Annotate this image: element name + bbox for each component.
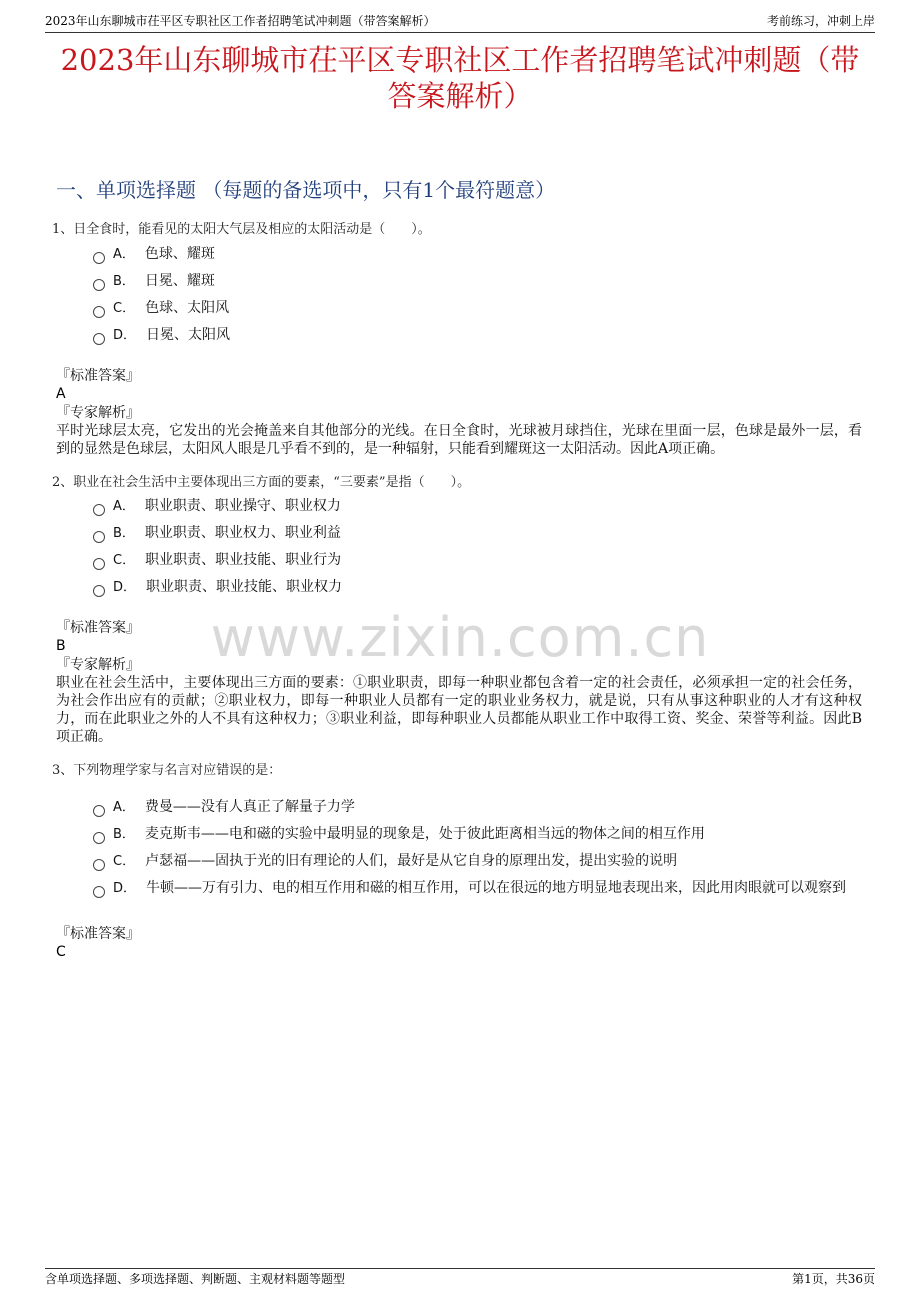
watermark: www.zixin.com.cn [210,606,710,669]
question-3-option-c[interactable] [93,851,677,872]
radio-icon[interactable] [93,531,105,543]
question-2-option-d[interactable] [93,577,342,598]
option-letter: B． [113,827,135,842]
footer-question-types: 含单项选择题、多项选择题、判断题、主观材料题等题型 [45,1272,346,1286]
option-letter: B． [113,526,135,541]
option-letter: C． [113,553,136,568]
radio-icon[interactable] [93,279,105,291]
question-1-stem: 1、日全食时，能看见的太阳大气层及相应的太阳活动是（ ）。 [52,222,431,237]
option-text: 麦克斯韦——电和磁的实验中最明显的现象是，处于彼此距离相当远的物体之间的相互作用 [144,826,705,842]
radio-icon[interactable] [93,252,105,264]
option-text: 色球、太阳风 [145,300,230,316]
header-doc-name: 2023年山东聊城市茌平区专职社区工作者招聘笔试冲刺题（带答案解析） [45,14,436,28]
radio-icon[interactable] [93,805,105,817]
answer-tag: 『标准答案』 [56,368,140,384]
radio-icon[interactable] [93,558,105,570]
option-letter: A． [113,800,135,815]
option-letter: B． [113,274,135,289]
question-3-option-d[interactable] [93,878,875,899]
radio-icon[interactable] [93,306,105,318]
option-text: 色球、耀斑 [144,246,215,262]
option-text: 职业职责、职业技能、职业权力 [146,579,343,595]
question-1-option-b[interactable] [93,271,215,292]
question-3-option-a[interactable] [93,797,355,818]
question-1-explanation: 平时光球层太亮，它发出的光会掩盖来自其他部分的光线。在日全食时，光球被月球挡住，光球在里面一层，色球是最外一层，看到的显然是色球层，太阳风人眼是几乎看不到的，是一种辐射，只能看到耀斑这一太阳活动。因此A项正确。 [56,423,862,457]
explanation-tag: 『专家解析』 [56,657,140,673]
radio-icon[interactable] [93,504,105,516]
document-title: 2023年山东聊城市茌平区专职社区工作者招聘笔试冲刺题（带答案解析） [60,43,860,113]
option-letter: A． [113,247,135,262]
radio-icon[interactable] [93,832,105,844]
question-3-stem: 3、下列物理学家与名言对应错误的是： [52,763,282,778]
option-letter: C． [113,854,136,869]
question-1-option-a[interactable] [93,244,215,265]
question-1-answer: A [56,386,66,402]
radio-icon[interactable] [93,585,105,597]
question-2-answer: B [56,638,66,654]
option-text: 职业职责、职业权力、职业利益 [144,525,341,541]
question-3-option-b[interactable] [93,824,705,845]
option-text: 日冕、太阳风 [146,327,231,343]
option-text: 牛顿——万有引力、电的相互作用和磁的相互作用，可以在很远的地方明显地表现出来，因此用肉眼就可以观察到 [146,880,847,896]
page-footer [45,1268,875,1286]
option-text: 卢瑟福——固执于光的旧有理论的人们，最好是从它自身的原理出发，提出实验的说明 [145,853,678,869]
question-1-option-c[interactable] [93,298,229,319]
header-slogan: 考前练习，冲刺上岸 [766,14,875,28]
section-heading: 一、单项选择题 （每题的备选项中，只有1个最符题意） [56,178,556,202]
question-1-option-d[interactable] [93,325,230,346]
radio-icon[interactable] [93,333,105,345]
option-text: 职业职责、职业技能、职业行为 [145,552,342,568]
radio-icon[interactable] [93,886,105,898]
option-letter: D． [113,881,137,896]
question-2-option-b[interactable] [93,523,341,544]
option-letter: A． [113,499,135,514]
question-2-stem: 2、职业在社会生活中主要体现出三方面的要素，“三要素”是指（ ）。 [52,475,471,490]
question-2-option-c[interactable] [93,550,341,571]
option-letter: C． [113,301,136,316]
option-letter: D． [113,328,137,343]
option-text: 费曼——没有人真正了解量子力学 [144,799,355,815]
footer-page-number: 第1页，共36页 [792,1272,875,1286]
question-2-option-a[interactable] [93,496,341,517]
radio-icon[interactable] [93,859,105,871]
page-header [45,12,875,33]
option-text: 日冕、耀斑 [144,273,215,289]
answer-tag: 『标准答案』 [56,620,140,636]
question-2-explanation: 职业在社会生活中，主要体现出三方面的要素：①职业职责，即每一种职业都包含着一定的社会责任，必须承担一定的社会任务，为社会作出应有的贡献；②职业权力，即每一种职业人员都有一定的职业业务权力，就是说，只有从事这种职业的人才有这种权力，而在此职业之外的人不具有这种权力；③职业利益，即每种职业人员都能从职业工作中取得工资、奖金、荣誉等利益。因此B项正确。 [56,675,862,745]
question-3-answer: C [56,944,66,960]
answer-tag: 『标准答案』 [56,926,140,942]
option-text: 职业职责、职业操守、职业权力 [144,498,341,514]
option-letter: D． [113,580,137,595]
explanation-tag: 『专家解析』 [56,405,140,421]
